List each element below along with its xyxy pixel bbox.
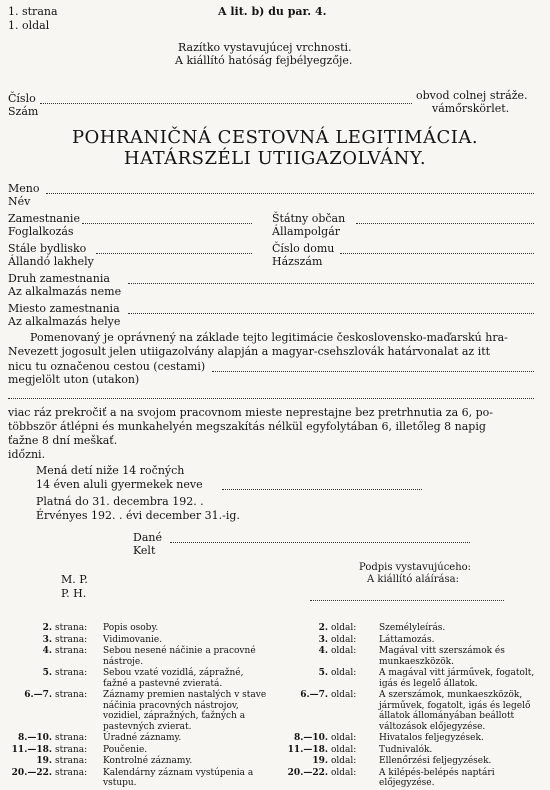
- job-type-label-hu: Az alkalmazás neme: [8, 285, 122, 298]
- legal-reference: A lit. b) du par. 4.: [218, 5, 327, 18]
- residence-field[interactable]: [96, 253, 252, 254]
- contents-page-number: 5.: [42, 668, 52, 678]
- permission-text-hu-3: időzni.: [8, 448, 46, 461]
- contents-page-word: oldal:: [331, 733, 357, 743]
- contents-row: [284, 668, 542, 689]
- contents-page-number: 2.: [42, 623, 52, 633]
- district-label-sk: obvod colnej stráže.: [416, 89, 528, 102]
- permission-text-sk-3: ťažne 8 dní meškať.: [8, 434, 118, 447]
- employee-label-sk: Zamestnanie: [8, 212, 80, 225]
- employee-field[interactable]: [82, 223, 252, 224]
- contents-description: A magával vitt járművek, fogatolt, igás és legelő állatok.: [379, 668, 535, 689]
- contents-page-word: strana:: [55, 668, 88, 678]
- contents-page-number: 11.—18.: [11, 744, 52, 755]
- contents-description: Láttamozás.: [379, 634, 435, 645]
- route-label-hu: megjelölt uton (utakon): [8, 373, 140, 386]
- children-field[interactable]: [222, 489, 422, 490]
- contents-page-word: oldal:: [331, 623, 357, 633]
- contents-description: Személyleírás.: [379, 623, 446, 633]
- seal-label-hu: P. H.: [61, 587, 87, 600]
- contents-description: Hivatalos feljegyzések.: [379, 733, 484, 743]
- contents-description: Poučenie.: [103, 744, 148, 755]
- page-number-hu: 1. oldal: [8, 19, 50, 32]
- contents-row: [8, 756, 270, 767]
- contents-page-number: 8.—10.: [293, 733, 328, 743]
- job-place-field[interactable]: [128, 313, 534, 314]
- route-field[interactable]: [212, 371, 534, 372]
- employee-label-hu: Foglalkozás: [8, 225, 74, 238]
- house-number-label-sk: Číslo domu: [272, 242, 335, 255]
- contents-page-number: 19.: [36, 756, 52, 766]
- contents-description: A szerszámok, munkaeszközök, járművek, fogatolt, igás és legelő állatok állományában beállott változások előjegyzése.: [379, 690, 531, 732]
- permission-text-sk-2: viac ráz prekročiť a na svojom pracovnom mieste neprestajne bez pretrhnutia za 6, po-: [8, 406, 493, 419]
- contents-row: [284, 635, 542, 646]
- contents-row: [284, 768, 542, 789]
- name-label-sk: Meno: [8, 182, 40, 195]
- contents-page-word: oldal:: [331, 646, 357, 656]
- contents-page-word: oldal:: [331, 756, 357, 766]
- signature-label-hu: A kiállító aláírása:: [367, 574, 459, 585]
- job-type-label-sk: Druh zamestnania: [8, 272, 110, 285]
- contents-description: A kilépés-belépés naptári előjegyzése.: [379, 767, 495, 788]
- contents-row: [284, 623, 542, 634]
- contents-page-number: 3.: [318, 634, 328, 645]
- contents-page-word: strana:: [55, 646, 88, 656]
- job-type-field[interactable]: [128, 283, 534, 284]
- contents-row: [284, 756, 542, 767]
- contents-page-word: strana:: [55, 634, 88, 645]
- contents-page-number: 20.—22.: [287, 767, 328, 778]
- citizen-label-sk: Štátny občan: [272, 212, 346, 225]
- page-number-sk: 1. strana: [8, 5, 58, 18]
- contents-page-number: 5.: [318, 668, 328, 678]
- document-title-sk: POHRANIČNÁ CESTOVNÁ LEGITIMÁCIA.: [71, 127, 479, 148]
- issued-label-sk: Dané: [133, 531, 162, 544]
- seal-label-sk: M. P.: [61, 573, 88, 586]
- permission-text-hu-1: Nevezett jogosult jelen utiigazolvány alapján a magyar-csehszlovák határvonalat az itt: [8, 345, 491, 358]
- route-field-continued[interactable]: [8, 398, 534, 399]
- contents-row: [8, 623, 270, 634]
- contents-row: [284, 690, 542, 732]
- contents-row: [8, 690, 270, 732]
- contents-page-number: 19.: [312, 756, 328, 766]
- contents-page-word: strana:: [55, 756, 88, 766]
- contents-page-number: 3.: [42, 634, 52, 645]
- contents-page-word: strana:: [55, 767, 88, 778]
- contents-description: Úradné záznamy.: [103, 733, 182, 743]
- contents-list-hu: [284, 623, 542, 790]
- signature-label-sk: Podpis vystavujúceho:: [359, 562, 472, 573]
- signature-field[interactable]: [310, 600, 504, 601]
- contents-row: [8, 768, 270, 789]
- citizen-label-hu: Állampolgár: [272, 225, 341, 238]
- contents-description: Kalendárny záznam vystúpenia a vstupu.: [103, 767, 254, 788]
- number-label-hu: Szám: [8, 105, 39, 118]
- contents-description: Sebou vzaté vozidlá, zápražné, ťažné a pastevné zvieratá.: [103, 668, 244, 689]
- permission-text-sk-1: Pomenovaný je oprávnený na základe tejto legitimácie československo-maďarskú hra-: [30, 331, 508, 344]
- contents-page-number: 8.—10.: [17, 733, 52, 743]
- contents-page-word: oldal:: [331, 744, 357, 755]
- contents-row: [284, 733, 542, 744]
- contents-page-number: 11.—18.: [287, 744, 328, 755]
- contents-description: Sebou nesené náčinie a pracovné nástroje.: [103, 646, 256, 667]
- contents-row: [284, 745, 542, 756]
- contents-row: [284, 646, 542, 667]
- contents-page-number: 20.—22.: [11, 767, 52, 778]
- contents-page-word: strana:: [55, 623, 88, 633]
- contents-page-word: strana:: [55, 690, 88, 700]
- contents-page-word: oldal:: [331, 767, 357, 778]
- contents-description: Popis osoby.: [103, 623, 159, 633]
- contents-description: Vidimovanie.: [103, 634, 163, 645]
- document-title-hu: HATÁRSZÉLI UTIIGAZOLVÁNY.: [123, 148, 427, 169]
- stamp-label-sk: Razítko vystavujúcej vrchnosti.: [178, 41, 352, 54]
- contents-page-word: oldal:: [331, 634, 357, 645]
- contents-row: [8, 635, 270, 646]
- validity-hu: Érvényes 192. . évi december 31.-ig.: [36, 509, 240, 522]
- issued-field[interactable]: [170, 542, 470, 543]
- contents-row: [8, 646, 270, 667]
- contents-row: [8, 733, 270, 744]
- number-field[interactable]: [40, 103, 412, 104]
- children-label-hu: 14 éven aluli gyermekek neve: [36, 478, 203, 491]
- citizen-field[interactable]: [356, 223, 534, 224]
- contents-description: Záznamy premien nastalých v stave náčinia pracovných nástrojov, vozidiel, zápražných, ťažných a pastevných zvierat.: [103, 690, 267, 732]
- residence-label-hu: Állandó lakhely: [8, 255, 94, 268]
- house-number-field[interactable]: [340, 253, 534, 254]
- stamp-label-hu: A kiállító hatóság fejbélyegzője.: [175, 54, 353, 67]
- job-place-label-hu: Az alkalmazás helye: [8, 315, 121, 328]
- contents-list-sk: [8, 623, 270, 790]
- contents-page-number: 2.: [318, 623, 328, 633]
- contents-description: Tudnivalók.: [379, 744, 433, 755]
- name-label-hu: Név: [8, 195, 31, 208]
- job-place-label-sk: Miesto zamestnania: [8, 302, 120, 315]
- contents-page-word: strana:: [55, 744, 88, 755]
- issued-label-hu: Kelt: [133, 544, 156, 557]
- contents-description: Magával vitt szerszámok és munkaeszközök.: [379, 646, 505, 667]
- contents-page-number: 4.: [318, 646, 328, 656]
- permission-text-hu-2: többször átlépni és munkahelyén megszakítás nélkül egyfolytában 6, illetőleg 8 napig: [8, 420, 486, 433]
- contents-page-number: 6.—7.: [24, 690, 52, 700]
- house-number-label-hu: Házszám: [272, 255, 323, 268]
- validity-sk: Platná do 31. decembra 192. .: [36, 495, 204, 508]
- name-field[interactable]: [46, 193, 534, 194]
- contents-row: [8, 745, 270, 756]
- contents-description: Kontrolné záznamy.: [103, 756, 193, 766]
- contents-page-number: 4.: [42, 646, 52, 656]
- contents-page-word: strana:: [55, 733, 88, 743]
- contents-page-number: 6.—7.: [300, 690, 328, 700]
- contents-description: Ellenőrzési feljegyzések.: [379, 756, 492, 766]
- route-label-sk: nicu tu označenou cestou (cestami): [8, 360, 206, 373]
- contents-page-word: oldal:: [331, 690, 357, 700]
- district-label-hu: vámőrskörlet.: [432, 102, 510, 115]
- contents-row: [8, 668, 270, 689]
- residence-label-sk: Stále bydlisko: [8, 242, 87, 255]
- contents-page-word: oldal:: [331, 668, 357, 678]
- number-label-sk: Číslo: [8, 92, 36, 105]
- children-label-sk: Mená detí niže 14 ročných: [36, 464, 185, 477]
